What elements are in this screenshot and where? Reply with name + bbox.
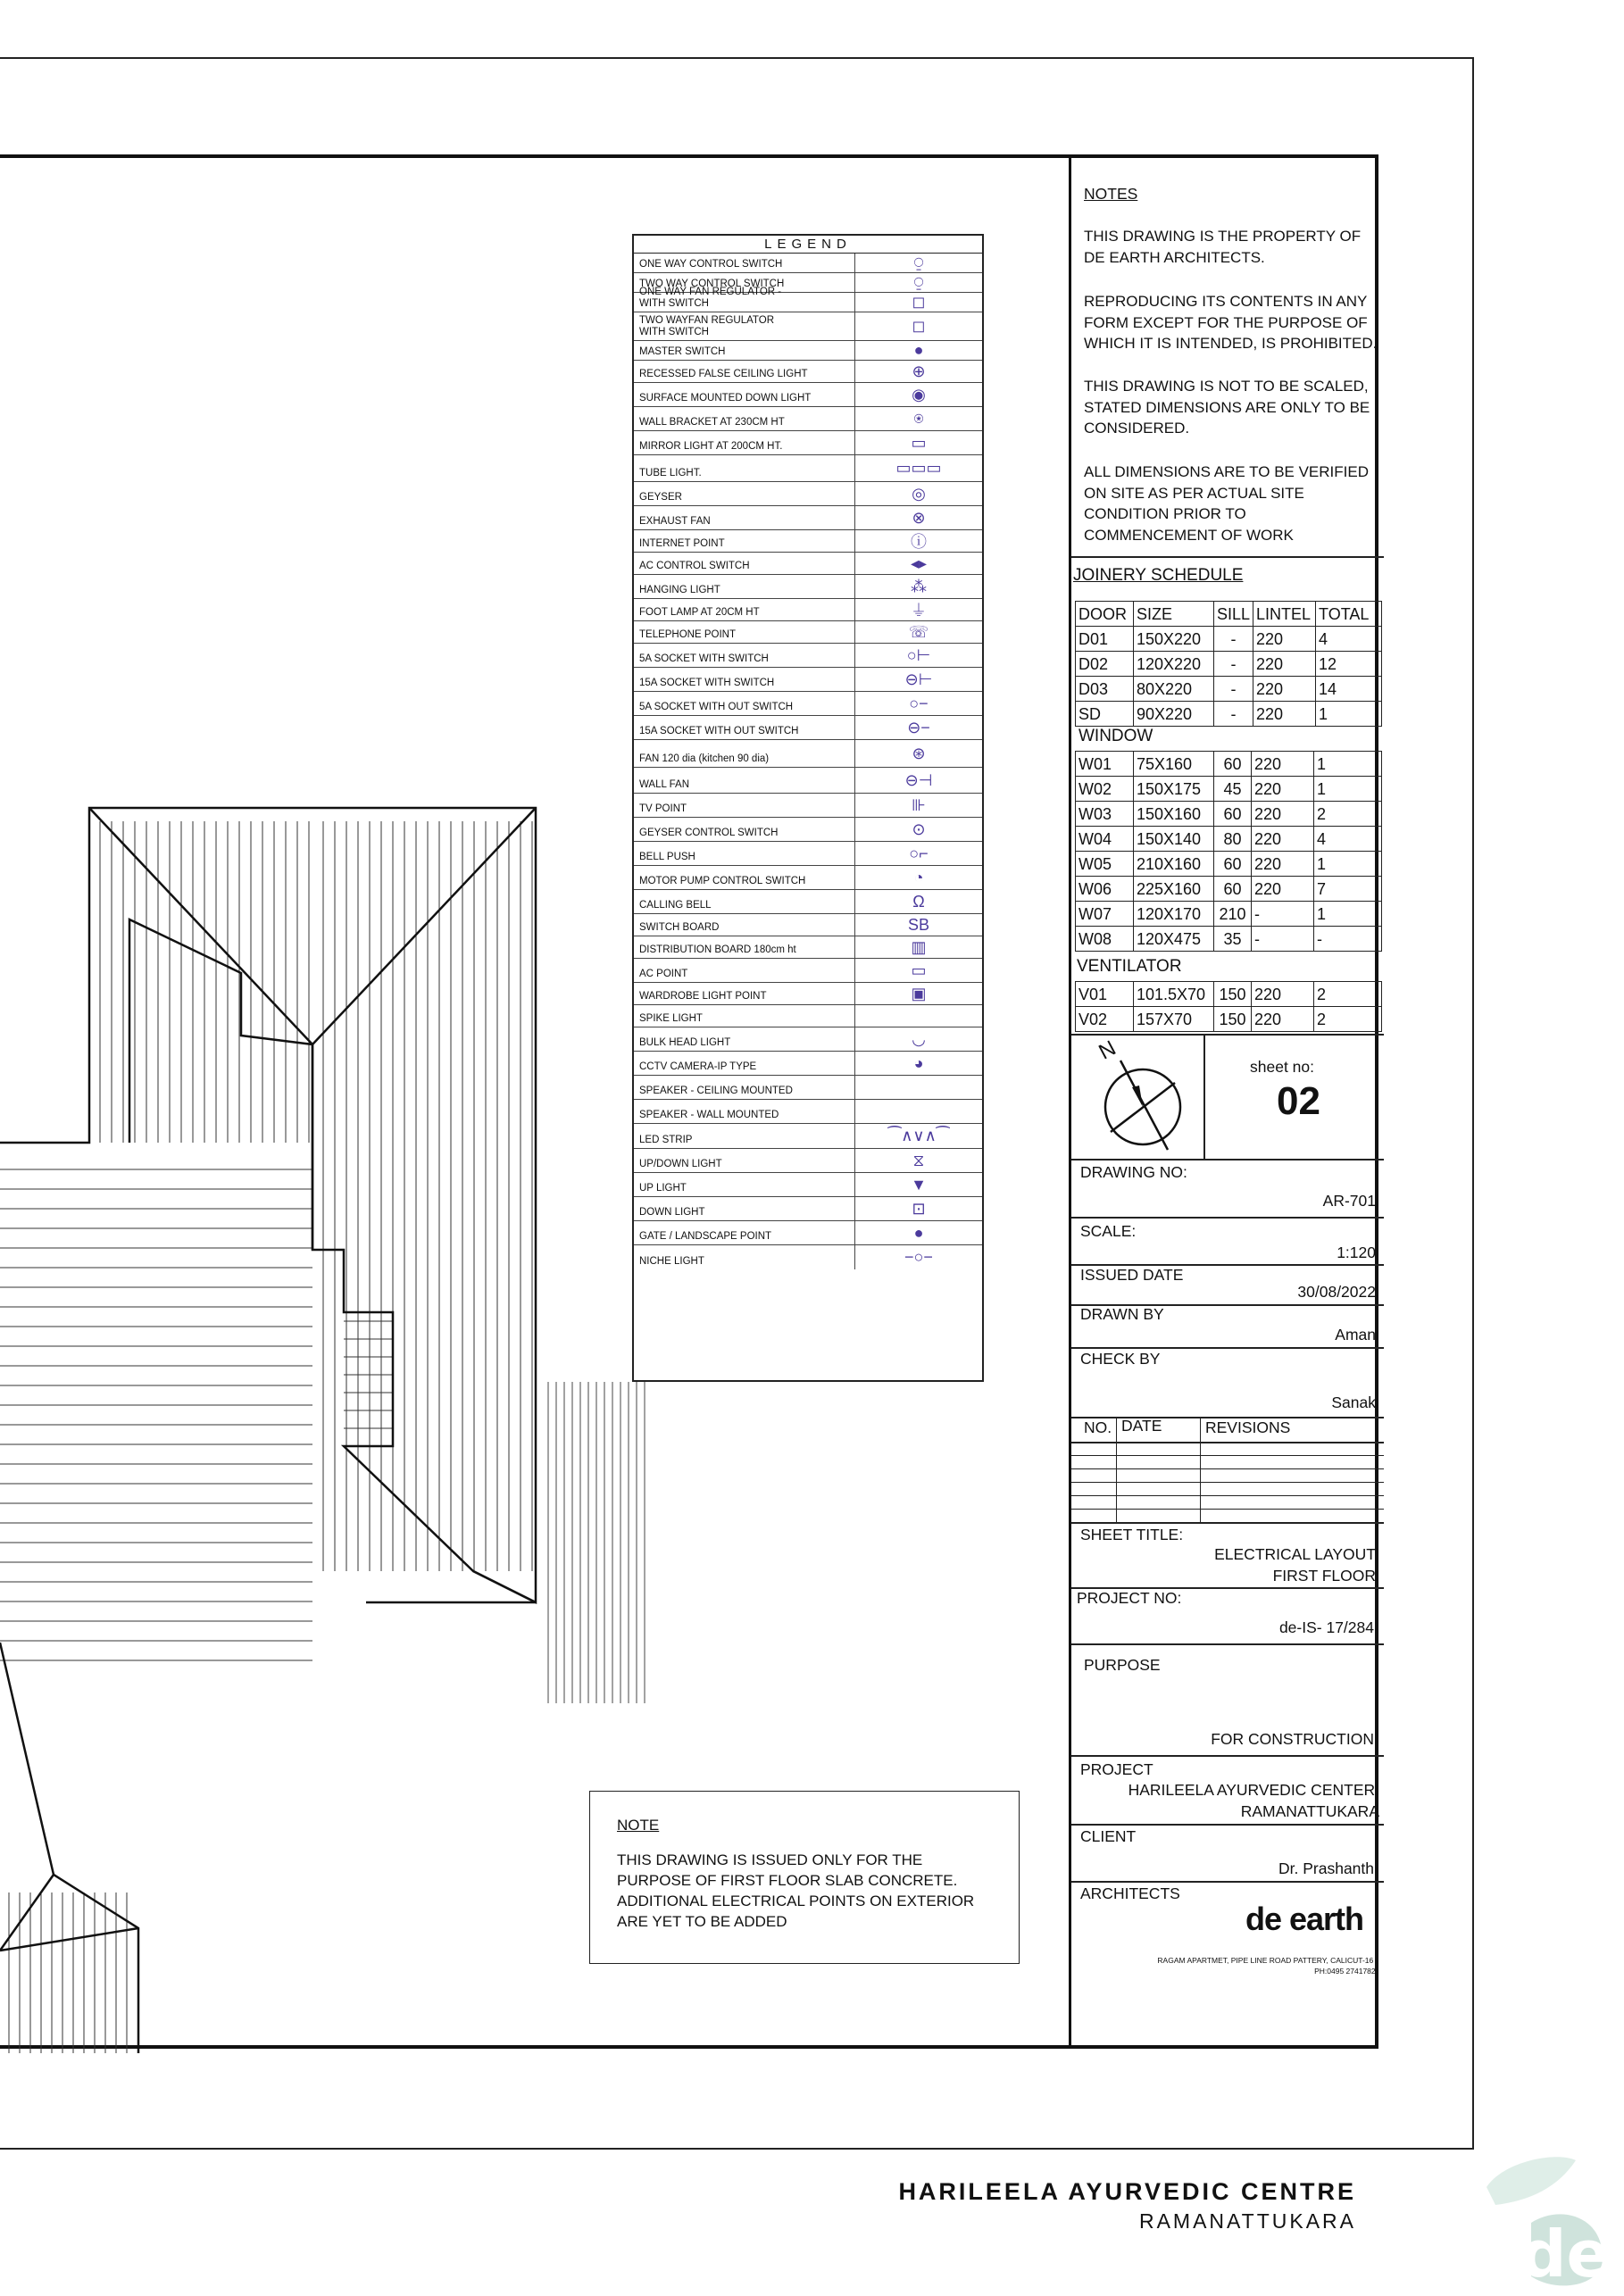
schedule-cell: 220 [1252,982,1314,1007]
col-header: SILL [1214,602,1253,627]
legend-row [634,575,982,599]
legend-row [634,287,982,312]
architects-label: ARCHITECTS [1080,1884,1180,1902]
schedule-cell: W06 [1076,877,1134,902]
socket-15a-icon: ⊖− [907,718,930,736]
schedule-cell: - [1252,902,1314,927]
schedule-cell: 1 [1314,902,1382,927]
legend-row [634,740,982,768]
notes-paragraph-2: REPRODUCING ITS CONTENTS IN ANY FORM EXCEPT FOR THE PURPOSE OF WHICH IT IS INTENDED, IS PROHIBITED. [1084,293,1378,352]
legend-label: SURFACE MOUNTED DOWN LIGHT [634,383,855,406]
down-light-2-icon: ⊡ [912,1199,926,1218]
revision-row-line [1071,1495,1384,1496]
schedule-row [1076,702,1382,727]
speaker-wall-icon [855,1100,982,1123]
schedule-cell: 14 [1316,677,1382,702]
schedule-cell: 45 [1214,777,1252,802]
socket-5a-icon: ○− [909,694,929,712]
legend-row [634,455,982,482]
legend-row [634,407,982,431]
two-way-fan-regulator-icon: ◻ [912,317,926,335]
schedule-row [1076,852,1382,877]
wardrobe-light-icon: ▣ [911,984,927,1002]
schedule-cell: 101.5X70 [1134,982,1214,1007]
issued-date-label: ISSUED DATE [1080,1266,1184,1284]
rev-divider [1200,1417,1201,1522]
scale-value: 1:120 [1337,1244,1376,1261]
notes-heading: NOTES [1084,185,1138,203]
schedule-cell: 220 [1252,752,1314,777]
legend-label: 15A SOCKET WITH SWITCH [634,668,855,691]
project-line1: HARILEELA AYURVEDIC CENTER, [1128,1781,1379,1799]
project-no-label: PROJECT NO: [1077,1589,1182,1607]
joinery-heading: JOINERY SCHEDULE [1073,566,1244,585]
legend-label: BELL PUSH [634,842,855,865]
legend-label: CALLING BELL [634,890,855,913]
schedule-cell: 225X160 [1134,877,1214,902]
deck-hatch-drawing [546,1382,649,1703]
schedule-cell: 120X475 [1134,927,1214,952]
schedule-row [1076,1007,1382,1032]
legend-row [634,1124,982,1149]
schedule-cell: 150X160 [1134,802,1214,827]
schedule-cell: 220 [1252,1007,1314,1032]
mirror-light-icon: ▭ [911,433,927,452]
schedule-cell: 220 [1253,677,1316,702]
svg-text:de: de [1520,2217,1611,2292]
schedule-cell: 75X160 [1134,752,1214,777]
legend-label: MASTER SWITCH [634,341,855,360]
niche-light-icon: −○− [904,1248,933,1266]
schedule-cell: 220 [1253,652,1316,677]
notes-paragraph-1: THIS DRAWING IS THE PROPERTY OF DE EARTH ARCHITECTS. [1084,228,1362,266]
sheet-title-line1: ELECTRICAL LAYOUT [1214,1545,1376,1563]
legend-label: 5A SOCKET WITH SWITCH [634,644,855,667]
legend-label: RECESSED FALSE CEILING LIGHT [634,361,855,382]
window-schedule-table [1075,751,1382,952]
schedule-cell: 7 [1314,877,1382,902]
schedule-cell: - [1214,702,1253,727]
legend-row [634,482,982,506]
schedule-cell: D01 [1076,627,1134,652]
schedule-cell: 220 [1252,852,1314,877]
drawing-no-label: DRAWING NO: [1080,1163,1187,1181]
schedule-cell: W03 [1076,802,1134,827]
schedule-cell: 150 [1214,982,1252,1007]
legend-row [634,890,982,914]
schedule-cell: - [1214,652,1253,677]
note-box [589,1791,1020,1964]
revision-row-line [1071,1455,1384,1456]
legend-label: 15A SOCKET WITH OUT SWITCH [634,716,855,739]
legend-label: BULK HEAD LIGHT [634,1027,855,1051]
geyser-icon: ◎ [912,484,926,503]
legend-row [634,692,982,716]
schedule-cell: 120X170 [1134,902,1214,927]
rev-col-date: DATE [1121,1417,1162,1435]
architects-address-2: PH:0495 2741782. [1314,1967,1378,1976]
schedule-row [1076,777,1382,802]
legend-row [634,716,982,740]
footer-subtitle: RAMANATTUKARA [1138,2209,1356,2233]
bell-push-icon: ○⌐ [909,844,929,862]
joinery-header-row [1076,602,1382,627]
legend-row [634,768,982,794]
legend-label: WARDROBE LIGHT POINT [634,983,855,1004]
schedule-cell: - [1314,927,1382,952]
schedule-cell: W01 [1076,752,1134,777]
rev-col-revisions: REVISIONS [1205,1418,1291,1436]
schedule-cell: 1 [1314,852,1382,877]
legend-label: ONE WAY FAN REGULATOR - WITH SWITCH [634,293,855,312]
legend-row [634,1005,982,1027]
legend-row [634,431,982,455]
ventilator-schedule-table [1075,981,1382,1032]
legend-label: MIRROR LIGHT AT 200CM HT. [634,431,855,454]
legend-label: SPEAKER - CEILING MOUNTED [634,1076,855,1099]
legend-label: 5A SOCKET WITH OUT SWITCH [634,692,855,715]
schedule-cell: W05 [1076,852,1134,877]
legend-row [634,506,982,530]
legend-row [634,936,982,959]
project-line2: RAMANATTUKARA [1240,1802,1379,1820]
legend-label: ONE WAY CONTROL SWITCH [634,254,855,272]
schedule-cell: 80 [1214,827,1252,852]
notes-paragraph-3: THIS DRAWING IS NOT TO BE SCALED, STATED DIMENSIONS ARE ONLY TO BE CONSIDERED. [1084,378,1370,437]
check-by-label: CHECK BY [1080,1350,1161,1368]
schedule-cell: 60 [1214,752,1252,777]
up-down-light-icon: ⧖ [912,1151,925,1169]
revision-row-line [1071,1482,1384,1483]
landscape-point-icon: ● [913,1223,924,1242]
schedule-cell: V01 [1076,982,1134,1007]
schedule-cell: 220 [1252,877,1314,902]
legend-label: TUBE LIGHT. [634,455,855,481]
legend-label: MOTOR PUMP CONTROL SWITCH [634,866,855,889]
legend-label: TV POINT [634,794,855,817]
schedule-cell: 12 [1316,652,1382,677]
legend-row [634,1221,982,1245]
col-header: DOOR [1076,602,1134,627]
schedule-cell: - [1214,677,1253,702]
cctv-camera-icon: ◕ [913,1053,924,1072]
window-heading: WINDOW [1079,727,1153,745]
legend-row [634,866,982,890]
fan-regulator-icon: ◻ [912,293,926,311]
sheet-title-label: SHEET TITLE: [1080,1526,1184,1543]
rev-col-no: NO. [1084,1418,1112,1436]
schedule-cell: 80X220 [1134,677,1214,702]
schedule-cell: SD [1076,702,1134,727]
wall-bracket-icon: ⍟ [913,409,924,428]
socket-5a-switch-icon: ○⊢ [906,645,931,664]
legend-label: TELEPHONE POINT [634,621,855,643]
legend-label: EXHAUST FAN [634,506,855,529]
legend-label: UP LIGHT [634,1173,855,1196]
legend-row [634,361,982,383]
internet-point-icon: ⓘ [911,533,927,551]
schedule-cell: - [1252,927,1314,952]
legend-label: DOWN LIGHT [634,1197,855,1220]
footer-title: HARILEELA AYURVEDIC CENTRE [898,2178,1356,2205]
legend-row [634,914,982,936]
legend-row [634,1100,982,1124]
schedule-cell: 4 [1316,627,1382,652]
title-block-panel [1069,154,1381,2049]
legend-label: AC POINT [634,959,855,982]
schedule-cell: 150X140 [1134,827,1214,852]
legend-label: DISTRIBUTION BOARD 180cm ht [634,936,855,958]
issued-date-value: 30/08/2022 [1297,1283,1376,1301]
schedule-cell: 1 [1316,702,1382,727]
schedule-cell: 150X175 [1134,777,1214,802]
legend-label: TWO WAY CONTROL SWITCH [634,273,855,292]
drawn-by-label: DRAWN BY [1080,1305,1164,1323]
door-schedule-table [1075,601,1382,727]
switch-board-icon: SB [907,915,929,934]
schedule-cell: 2 [1314,802,1382,827]
schedule-cell: 220 [1252,777,1314,802]
schedule-row [1076,827,1382,852]
schedule-cell: 210X160 [1134,852,1214,877]
ac-control-switch-icon: ◂▸ [910,553,928,572]
legend-row [634,1197,982,1221]
legend-row [634,668,982,692]
drawing-no-value: AR-701 [1322,1192,1376,1210]
roof-plan-drawing [0,786,554,2053]
legend-row [634,983,982,1005]
note-heading: NOTE [617,1817,660,1834]
legend-row [634,1076,982,1100]
scale-label: SCALE: [1080,1222,1137,1240]
project-label: PROJECT [1080,1760,1153,1778]
legend-row [634,341,982,361]
up-light-icon: ▼ [911,1175,927,1194]
wall-fan-icon: ⊖⊣ [904,770,933,789]
col-header: LINTEL [1253,602,1316,627]
legend-label: INTERNET POINT [634,530,855,552]
legend-label: TWO WAYFAN REGULATOR WITH SWITCH [634,312,855,340]
schedule-cell: W08 [1076,927,1134,952]
schedule-row [1076,677,1382,702]
distribution-board-icon: ▥ [911,937,927,956]
two-way-switch-icon: ⍜ [913,273,924,291]
purpose-value: FOR CONSTRUCTION [1211,1730,1374,1748]
legend-label: FAN 120 dia (kitchen 90 dia) [634,740,855,767]
legend-label: LED STRIP [634,1124,855,1148]
legend-row [634,1173,982,1197]
legend-label: CCTV CAMERA-IP TYPE [634,1052,855,1075]
legend-rows [634,254,982,1269]
calling-bell-icon: Ω [912,892,925,911]
schedule-row [1076,902,1382,927]
schedule-cell: 90X220 [1134,702,1214,727]
schedule-row [1076,652,1382,677]
schedule-row [1076,982,1382,1007]
legend-row [634,644,982,668]
legend-label: UP/DOWN LIGHT [634,1149,855,1172]
schedule-cell: 60 [1214,877,1252,902]
tube-light-icon: ▭▭▭ [895,459,942,477]
legend-row [634,1245,982,1269]
ventilator-heading: VENTILATOR [1077,957,1182,976]
schedule-row [1076,927,1382,952]
legend-row [634,383,982,407]
legend-label: GEYSER [634,482,855,505]
schedule-cell: - [1214,627,1253,652]
ceiling-fan-icon: ⊛ [912,744,926,762]
socket-15a-switch-icon: ⊖⊢ [904,670,933,688]
drawn-by-value: Aman [1335,1326,1376,1343]
schedule-cell: 60 [1214,852,1252,877]
de-logo-icon [1478,2151,1612,2294]
sheet-divider [1203,1034,1205,1159]
legend-title: LEGEND [634,236,982,254]
bulk-head-light-icon: ◡ [912,1029,926,1048]
schedule-cell: W07 [1076,902,1134,927]
schedule-cell: 1 [1314,752,1382,777]
legend-label: WALL BRACKET AT 230CM HT [634,407,855,430]
col-header: TOTAL [1316,602,1382,627]
north-label: N [1095,1036,1120,1065]
telephone-point-icon: ☏ [908,622,929,641]
de-earth-logo: de earth [1245,1901,1363,1937]
schedule-cell: 2 [1314,1007,1382,1032]
legend-label: SWITCH BOARD [634,914,855,936]
client-value: Dr. Prashanth [1278,1859,1374,1877]
legend-label: NICHE LIGHT [634,1245,855,1269]
legend-label: WALL FAN [634,768,855,793]
legend-row [634,1149,982,1173]
schedule-cell: 1 [1314,777,1382,802]
hanging-light-icon: ⁂ [911,577,927,595]
sheet-no-value: 02 [1277,1079,1320,1123]
legend-table [632,234,984,1382]
legend-label: HANGING LIGHT [634,575,855,598]
legend-label: GATE / LANDSCAPE POINT [634,1221,855,1244]
legend-label: SPEAKER - WALL MOUNTED [634,1100,855,1123]
schedule-cell: 60 [1214,802,1252,827]
legend-row [634,842,982,866]
schedule-cell: 150X220 [1134,627,1214,652]
motor-pump-switch-icon: ◔ [913,868,924,886]
schedule-cell: 220 [1252,827,1314,852]
purpose-label: PURPOSE [1084,1656,1161,1674]
legend-row [634,599,982,621]
rev-divider [1116,1417,1117,1522]
client-label: CLIENT [1080,1827,1137,1845]
schedule-cell: 35 [1214,927,1252,952]
legend-label: FOOT LAMP AT 20CM HT [634,599,855,620]
revision-row-line [1071,1509,1384,1510]
col-header: SIZE [1134,602,1214,627]
ac-point-icon: ▭ [911,961,927,979]
schedule-row [1076,802,1382,827]
legend-row [634,530,982,553]
tv-point-icon: ⊪ [912,795,926,814]
schedule-cell: 220 [1253,702,1316,727]
exhaust-fan-icon: ⊗ [912,508,926,527]
legend-row [634,959,982,983]
schedule-cell: V02 [1076,1007,1134,1032]
one-way-switch-icon: ⍜ [913,254,924,271]
project-no-value: de-IS- 17/284 [1278,1618,1374,1636]
recessed-light-icon: ⊕ [912,362,926,380]
legend-row [634,794,982,818]
master-switch-icon: ● [913,341,924,359]
sheet-title-line2: FIRST FLOOR [1272,1567,1376,1585]
schedule-row [1076,752,1382,777]
schedule-row [1076,627,1382,652]
schedule-cell: 2 [1314,982,1382,1007]
schedule-cell: 157X70 [1134,1007,1214,1032]
revision-row-line [1071,1468,1384,1469]
legend-row [634,553,982,575]
check-by-value: Sanak [1331,1393,1376,1411]
legend-row [634,1027,982,1052]
revisions-table [1071,1442,1384,1522]
schedule-row [1076,877,1382,902]
schedule-cell: D03 [1076,677,1134,702]
schedule-cell: 220 [1252,802,1314,827]
geyser-control-switch-icon: ⊙ [912,819,926,838]
legend-row [634,818,982,842]
legend-label: SPIKE LIGHT [634,1005,855,1027]
architects-address-1: RAGAM APARTMET, PIPE LINE ROAD PATTERY, CALICUT-16 , [1157,1956,1378,1965]
sheet-no-label: sheet no: [1250,1058,1314,1076]
led-strip-icon: ⁀∧∨∧⁀ [887,1127,950,1144]
legend-label: GEYSER CONTROL SWITCH [634,818,855,841]
schedule-cell: W04 [1076,827,1134,852]
schedule-cell: 150 [1214,1007,1252,1032]
down-light-icon: ◉ [912,385,926,403]
legend-row [634,621,982,644]
foot-lamp-icon: ⏚ [911,602,927,620]
legend-row [634,254,982,273]
schedule-cell: D02 [1076,652,1134,677]
schedule-cell: 220 [1253,627,1316,652]
speaker-ceiling-icon [855,1076,982,1099]
spike-light-icon [855,1005,982,1027]
schedule-cell: W02 [1076,777,1134,802]
legend-row [634,312,982,341]
note-text: THIS DRAWING IS ISSUED ONLY FOR THE PURPOSE OF FIRST FLOOR SLAB CONCRETE. ADDITIONAL ELECTRICAL POINTS ON EXTERIOR ARE YET TO BE ADDED [617,1851,975,1930]
legend-row [634,1052,982,1076]
schedule-cell: 4 [1314,827,1382,852]
schedule-cell: 120X220 [1134,652,1214,677]
notes-paragraph-4: ALL DIMENSIONS ARE TO BE VERIFIED ON SITE AS PER ACTUAL SITE CONDITION PRIOR TO COMMENCEMENT OF WORK [1084,463,1369,544]
schedule-cell: 210 [1214,902,1252,927]
legend-label: AC CONTROL SWITCH [634,553,855,574]
